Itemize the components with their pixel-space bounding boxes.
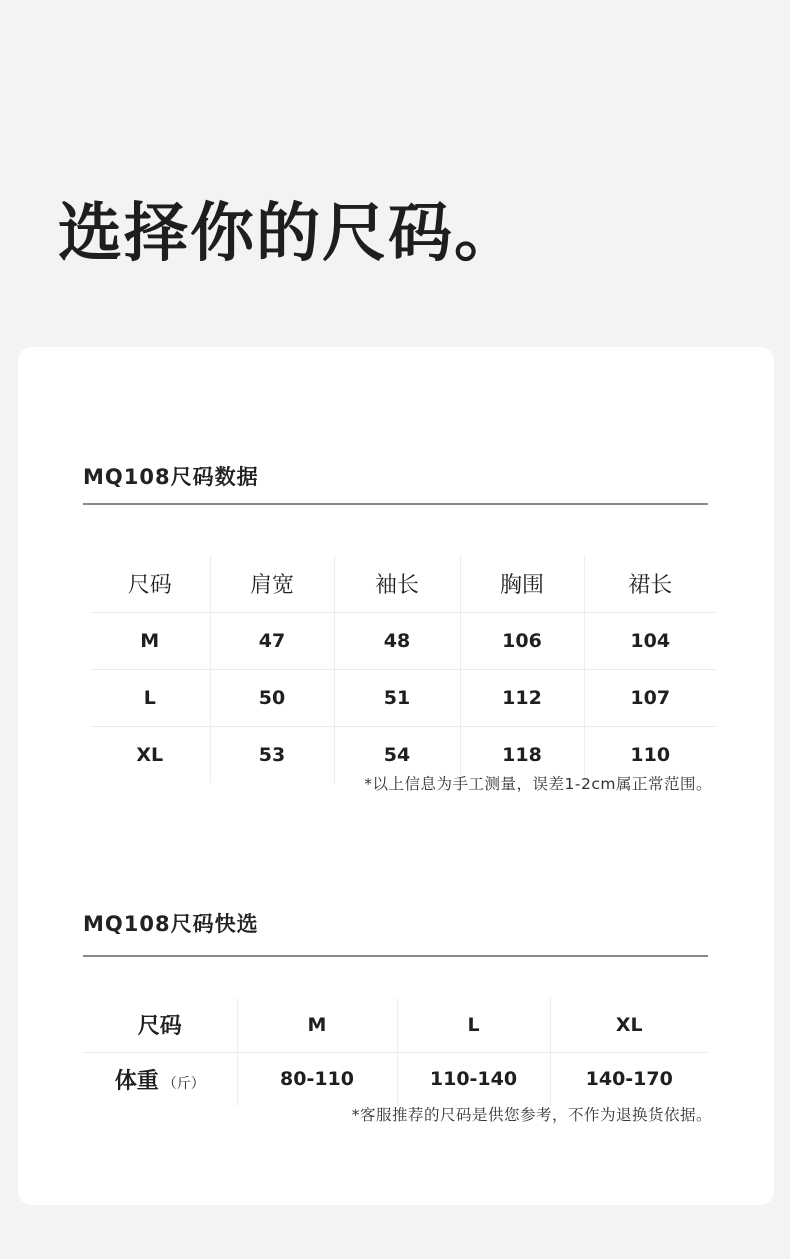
quick-size-l: L	[397, 998, 550, 1052]
size-data-table	[90, 555, 716, 783]
cell-sleeve: 48	[334, 612, 460, 669]
cell-sleeve: 51	[334, 669, 460, 726]
weight-label: 体重	[114, 1068, 159, 1094]
cell-length: 104	[584, 612, 716, 669]
cell-chest: 112	[460, 669, 584, 726]
quick-select-note: *客服推荐的尺码是供您参考，不作为退换货依据。	[351, 1106, 712, 1124]
header-length: 裙长	[584, 555, 716, 612]
table-header-row	[90, 555, 716, 612]
weight-unit: （斤）	[162, 1075, 205, 1092]
cell-length: 110	[584, 726, 716, 783]
header-chest: 胸围	[460, 555, 584, 612]
header-size: 尺码	[127, 572, 172, 598]
header-sleeve: 袖长	[334, 555, 460, 612]
size-row-label: 尺码	[137, 1014, 182, 1040]
quick-select-divider	[83, 955, 708, 957]
cell-shoulder: 47	[210, 612, 334, 669]
size-data-title: MQ108尺码数据	[83, 465, 259, 489]
quick-size-m: M	[237, 998, 397, 1052]
size-data-divider	[83, 503, 708, 505]
size-data-note: *以上信息为手工测量，误差1-2cm属正常范围。	[364, 775, 712, 793]
size-guide-card	[18, 347, 774, 1205]
weight-range-m: 80-110	[237, 1052, 397, 1106]
cell-size: M	[90, 612, 210, 669]
cell-sleeve: 54	[334, 726, 460, 783]
quick-select-table	[83, 998, 708, 1106]
table-row	[90, 612, 716, 669]
page-title: 选择你的尺码。	[58, 197, 520, 271]
cell-size: L	[90, 669, 210, 726]
cell-length: 107	[584, 669, 716, 726]
cell-shoulder: 53	[210, 726, 334, 783]
quick-weight-row	[83, 1052, 708, 1106]
quick-size-row	[83, 998, 708, 1052]
cell-shoulder: 50	[210, 669, 334, 726]
header-shoulder: 肩宽	[210, 555, 334, 612]
cell-size: XL	[90, 726, 210, 783]
table-row	[90, 669, 716, 726]
weight-row-label	[83, 1052, 237, 1106]
cell-chest: 106	[460, 612, 584, 669]
weight-range-xl: 140-170	[550, 1052, 708, 1106]
quick-select-title: MQ108尺码快选	[83, 912, 259, 936]
weight-range-l: 110-140	[397, 1052, 550, 1106]
cell-chest: 118	[460, 726, 584, 783]
quick-size-xl: XL	[550, 998, 708, 1052]
